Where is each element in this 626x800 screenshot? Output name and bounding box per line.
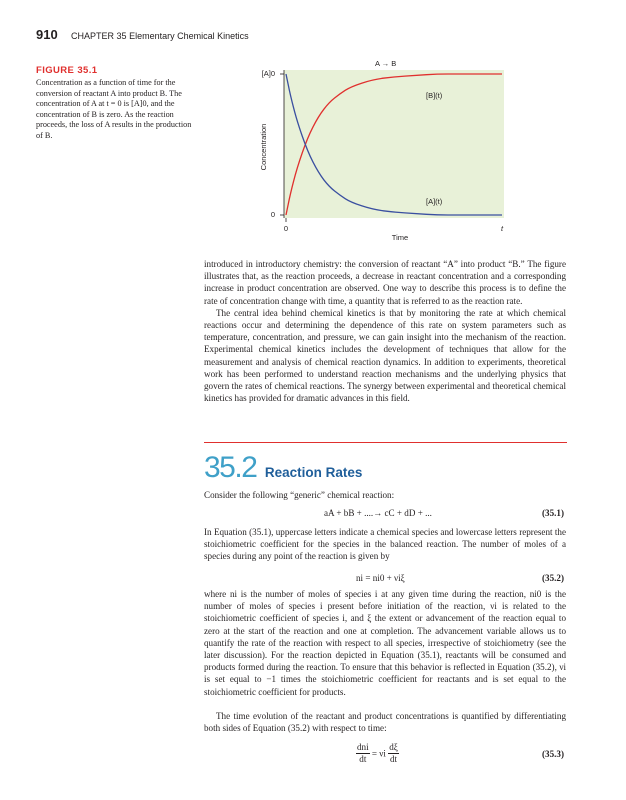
y-axis-label: Concentration	[259, 123, 268, 171]
y-tick-label-zero: 0	[270, 210, 275, 219]
y-tick-label-top: [A]0	[261, 69, 275, 78]
fraction-denominator: dt	[390, 754, 398, 764]
equation-35-1	[204, 508, 566, 522]
legend-label-b: [B](t)	[426, 91, 443, 100]
equation-35-3-expression	[356, 742, 399, 765]
section-divider	[204, 442, 567, 443]
concentration-plot	[250, 52, 530, 248]
figure-label: FIGURE 35.1	[36, 65, 98, 76]
figure-caption: Concentration as a function of time for the conversion of reactant A into product B. The concentration of A at t = 0 is [A]0, and the concentration of B is zero. As the reaction proceeds, the loss of A results in the production of B.	[36, 78, 192, 140]
section-heading	[204, 451, 362, 485]
equation-35-3-middle: = νi	[371, 748, 386, 759]
equation-35-2-text: ni = ni0 + νiξ	[356, 573, 405, 583]
intro-paragraph-1: introduced in introductory chemistry: the conversion of reactant “A” into product “B.” The figure illustrates that, as the reaction proceeds, a decrease in reactant concentration and a corresponding increase in product concentration are observed. One way to describe this process is to define the rate of concentration change with time, a quantity that is referred to as the reaction rate.	[204, 259, 566, 306]
body-paragraph-4: The time evolution of the reactant and product concentrations is quantified by differentiating both sides of Equation (35.2) with respect to time:	[204, 711, 566, 734]
body-paragraph-2: In Equation (35.1), uppercase letters indicate a chemical species and lowercase letters represent the stoichiometric coefficient for the species in the balanced reaction. The number of moles of a species during any point of the reaction is given by	[204, 527, 566, 562]
fraction-numerator: dξ	[389, 742, 398, 752]
body-paragraph-3: where ni is the number of moles of species i at any given time during the reaction, ni0 is the number of moles of species i present before initiation of the reaction, νi is related to the stoichiometric coefficient of species i, and ξ the extent or advancement of the reaction equal to zero at the start of the reaction and one at completion. The advancement variable allows us to quantify the rate of the reaction with respect to all species, irrespective of stoichiometry (see the later discussion). For the reaction depicted in Equation (35.1), reactants will be consumed and products formed during the reaction. To ensure that this behavior is reflected in Equation (35.2), νi is set equal to −1 times the stoichiometric coefficient for reactants and is set equal to the stoichiometric coefficient for products.	[204, 589, 566, 697]
legend-label-a: [A](t)	[426, 197, 443, 206]
equation-35-3-number: (35.3)	[542, 749, 564, 759]
reaction-title-text: A → B	[375, 59, 397, 68]
equation-35-3	[204, 742, 566, 770]
chapter-title: CHAPTER 35 Elementary Chemical Kinetics	[71, 31, 249, 41]
equation-35-2	[204, 573, 566, 587]
section-title: Reaction Rates	[264, 465, 363, 480]
body-paragraph-1: Consider the following “generic” chemical reaction:	[204, 490, 395, 500]
x-tick-label-zero: 0	[283, 224, 289, 233]
running-head	[36, 27, 249, 42]
fraction-numerator: dni	[357, 742, 369, 752]
section-number: 35.2	[204, 451, 257, 484]
fraction-denominator: dt	[359, 754, 367, 764]
x-tick-label-t: t	[500, 224, 504, 233]
equation-35-2-number: (35.2)	[542, 573, 564, 583]
fraction-dni-dt	[356, 742, 370, 765]
intro-text	[204, 258, 566, 404]
reaction-title	[375, 59, 396, 68]
equation-35-1-number: (35.1)	[542, 508, 564, 518]
plot-background	[284, 70, 504, 218]
fraction-dxi-dt	[388, 742, 399, 765]
intro-paragraph-2: The central idea behind chemical kinetics is that by monitoring the rate at which chemical reactions occur and determining the dependence of this rate on system parameters such as temperature, concentration, and pressure, we can gain insight into the mechanism of the reaction. Experimental chemical kinetics includes the development of techniques that allow for the measurement and analysis of chemical reaction dynamics. In addition to experiments, theoretical work has been performed to understand reaction mechanisms and the underlying physics that govern the rates of chemical reactions. The synergy between experimental and theoretical chemical kinetics has provided for dramatic advances in this field.	[204, 307, 566, 404]
equation-35-1-text: aA + bB + ....→ cC + dD + ...	[324, 508, 432, 518]
x-axis-label: Time	[391, 233, 409, 242]
page-number: 910	[36, 27, 58, 42]
